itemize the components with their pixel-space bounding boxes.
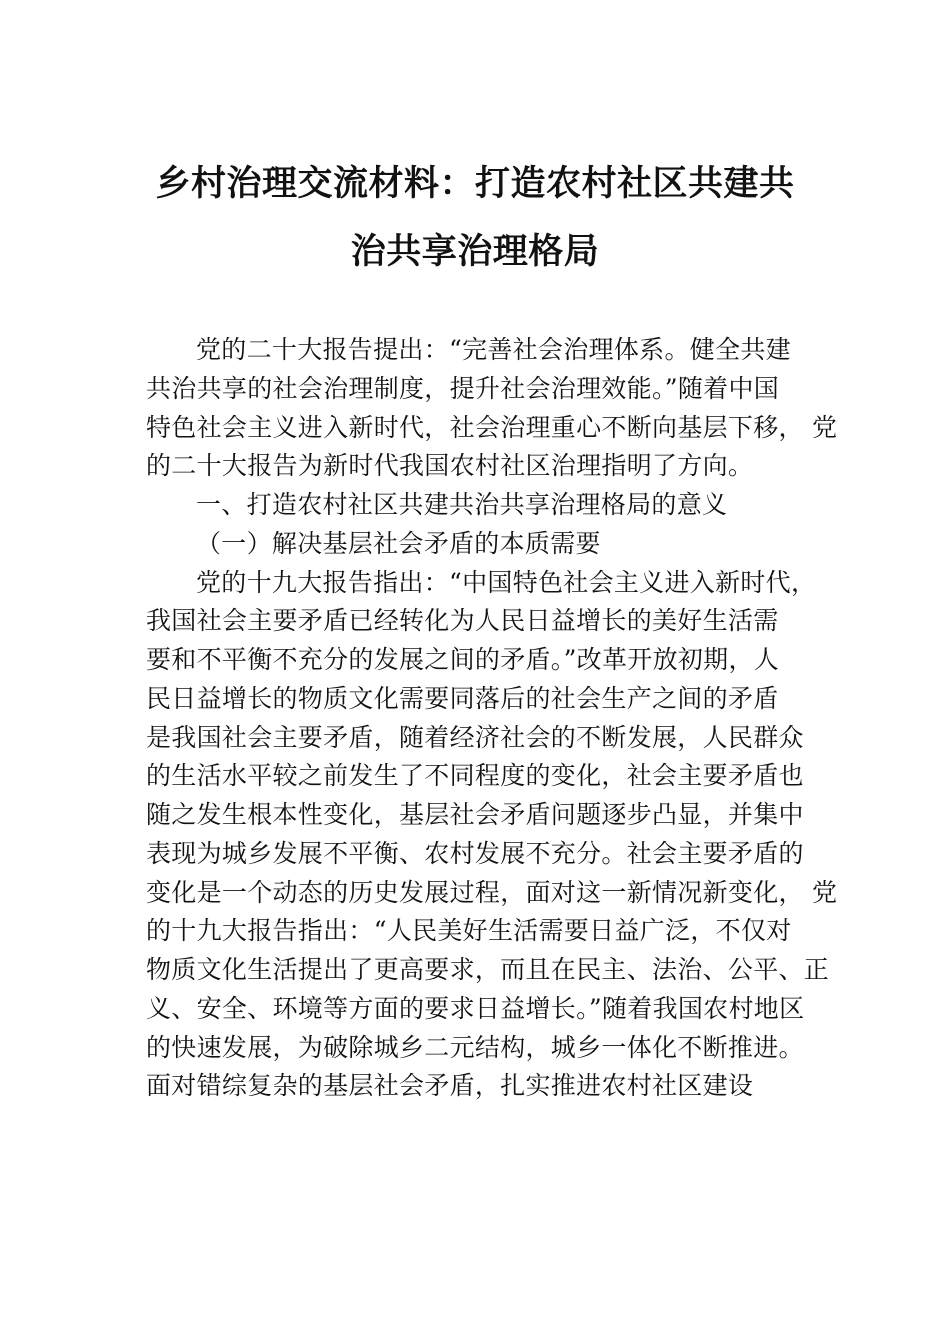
document-title-line-1: 乡村治理交流材料：打造农村社区共建共	[155, 164, 795, 204]
body-text-line: 民日益增长的物质文化需要同落后的社会生产之间的矛盾	[146, 683, 779, 713]
body-text-line: 的生活水平较之前发生了不同程度的变化，社会主要矛盾也	[146, 761, 804, 791]
body-text-line: 义、安全、环境等方面的要求日益增长。”随着我国农村地区	[146, 993, 805, 1023]
body-text-line: 特色社会主义进入新时代，社会治理重心不断向基层下移， 党	[146, 412, 838, 442]
body-text-line: 变化是一个动态的历史发展过程，面对这一新情况新变化， 党	[146, 877, 838, 907]
body-text-line: 的二十大报告为新时代我国农村社区治理指明了方向。	[146, 451, 754, 481]
body-text-line: 我国社会主要矛盾已经转化为人民日益增长的美好生活需	[146, 606, 779, 636]
body-text-line: 物质文化生活提出了更高要求，而且在民主、法治、公平、正	[146, 955, 830, 984]
body-text-line: （一）解决基层社会矛盾的本质需要	[196, 528, 601, 558]
body-text-line: 的快速发展，为破除城乡二元结构，城乡一体化不断推进。	[146, 1032, 804, 1062]
body-text-line: 党的十九大报告指出：“中国特色社会主义进入新时代，	[196, 567, 817, 597]
body-text-line: 要和不平衡不充分的发展之间的矛盾。”改革开放初期，人	[146, 645, 780, 674]
body-text-line: 面对错综复杂的基层社会矛盾，扎实推进农村社区建设	[146, 1071, 754, 1101]
body-text-line: 随之发生根本性变化，基层社会矛盾问题逐步凸显，并集中	[146, 800, 804, 829]
document-title-line-2: 治共享治理格局	[350, 232, 600, 272]
body-text-line: 的十九大报告指出：“人民美好生活需要日益广泛，不仅对	[146, 916, 792, 946]
body-text-line: 是我国社会主要矛盾，随着经济社会的不断发展，人民群众	[146, 722, 804, 752]
document-body	[146, 331, 838, 1106]
body-text-line: 党的二十大报告提出：“完善社会治理体系。健全共建	[196, 335, 791, 364]
body-text-line: 共治共享的社会治理制度，提升社会治理效能。”随着中国	[146, 373, 780, 403]
body-text-line: 一、打造农村社区共建共治共享治理格局的意义	[196, 490, 728, 519]
body-text-line: 表现为城乡发展不平衡、农村发展不充分。社会主要矛盾的	[146, 838, 804, 868]
